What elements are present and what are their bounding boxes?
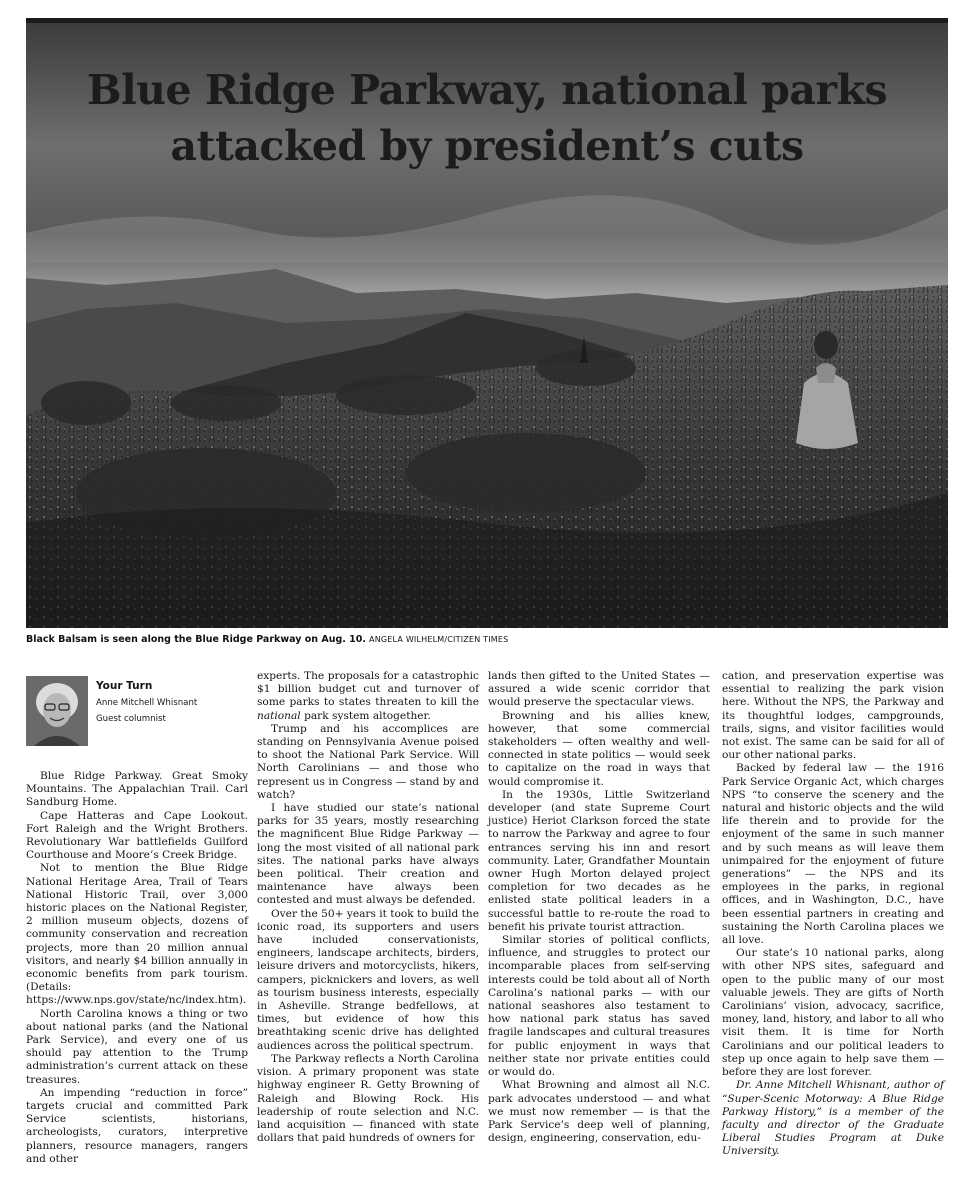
author-name: Anne Mitchell Whisnant bbox=[96, 698, 198, 708]
paragraph-continued: cation, and preservation expertise was essential to realizing the park vision here. Without the NPS, the Parkway and its thoughtful lodges, campgrounds, trails, signs, and visitor facilities would not exist. The same can be said for all of our other national parks. bbox=[722, 670, 944, 762]
author-photo bbox=[26, 676, 88, 746]
paragraph: North Carolina knows a thing or two about national parks (and the National Park Service), and every one of us should pay attention to the Trump administration’s current attack on these treasures. bbox=[26, 1007, 248, 1086]
paragraph: Not to mention the Blue Ridge National Heritage Area, Trail of Tears National Historic Trail, over 3,000 historic places on the National Register, 2 million museum objects, dozens of community conservation and recreation projects, more than 20 million annual visitors, and nearly $4 billion annually in economic benefits from park tourism. (Details: https://www.nps.gov/state/nc/index.htm). bbox=[26, 862, 248, 1007]
emphasis: national bbox=[257, 709, 301, 722]
caption-text: Black Balsam is seen along the Blue Ridge Parkway on Aug. 10. bbox=[26, 634, 367, 645]
paragraph: Browning and his allies knew, however, that some commercial stakeholders — often wealthy and well-connected in state politics — would seek to capitalize on the road in ways that would compromise it. bbox=[488, 709, 710, 788]
paragraph: An impending “reduction in force” targets crucial and committed Park Service scientists, historians, archeologists, curators, interpretive planners, resource managers, rangers and other bbox=[26, 1086, 248, 1165]
paragraph: Backed by federal law — the 1916 Park Service Organic Act, which charges NPS “to conserve the scenery and the natural and historic objects and the wild life therein and to provide for the enjoyment of the same in such manner and by such means as will leave them unimpaired for the enjoyment of future generations” — the NPS and its employees in the parks, in regional offices, and in Washington, D.C., have been essential partners in creating and sustaining the North Carolina places we all love. bbox=[722, 762, 944, 947]
article-column-4 bbox=[722, 670, 944, 1159]
paragraph: What Browning and almost all N.C. park advocates understood — and what we must now remember — is that the Park Service’s deep well of planning, design, engineering, conservation, edu- bbox=[488, 1079, 710, 1145]
paragraph-text: park system altogether. bbox=[300, 709, 431, 722]
column-label: Your Turn bbox=[96, 680, 153, 692]
photo-caption bbox=[26, 634, 948, 645]
paragraph: Over the 50+ years it took to build the iconic road, its supporters and users have included conservationists, engineers, landscape architects, birders, leisure drivers and motorcyclists, hikers, campers, picknickers and lovers, as well as tourism business interests, especially in Asheville. Strange bedfellows, at times, but evidence of how this breathtaking scenic drive has delighted audiences across the political spectrum. bbox=[257, 907, 479, 1052]
paragraph: I have studied our state’s national parks for 35 years, mostly researching the magnificent Blue Ridge Parkway — long the most visited of all national park sites. The national parks have always been political. Their creation and maintenance have always been contested and must always be defended. bbox=[257, 802, 479, 907]
paragraph: Our state’s 10 national parks, along with other NPS sites, safeguard and open to the public many of our most valuable jewels. They are gifts of North Carolinians’ vision, advocacy, sacrifice, money, land, history, and labor to all who visit them. It is time for North Carolinians and our political leaders to step up once again to help save them — before they are lost forever. bbox=[722, 947, 944, 1079]
photo-credit: ANGELA WILHELM/CITIZEN TIMES bbox=[369, 635, 509, 644]
article-column-1 bbox=[26, 770, 248, 1166]
paragraph-continued bbox=[257, 670, 479, 723]
headline: Blue Ridge Parkway, national parks attacked by president’s cuts bbox=[86, 66, 888, 170]
paragraph: Similar stories of political conflicts, influence, and struggles to protect our incomparable places from self-serving interests could be told about all of North Carolina’s national parks — with our national seashores also testament to how national park status has saved fragile landscapes and cultural treasures for public enjoyment in ways that neither state nor private entities could or would do. bbox=[488, 934, 710, 1079]
paragraph-text: experts. The proposals for a catastrophic $1 billion budget cut and turnover of some parks to states threaten to kill the bbox=[257, 670, 479, 709]
author-role: Guest columnist bbox=[96, 714, 166, 724]
paragraph: Trump and his accomplices are standing on Pennsylvania Avenue poised to shoot the National Park Service. Will North Carolinians — and those who represent us in Congress — stand by and watch? bbox=[257, 722, 479, 801]
byline bbox=[26, 676, 248, 748]
paragraph: Cape Hatteras and Cape Lookout. Fort Raleigh and the Wright Brothers. Revolutionary War battlefields Guilford Courthouse and Moore’s Creek Bridge. bbox=[26, 809, 248, 862]
article-column-3 bbox=[488, 670, 710, 1145]
paragraph: Blue Ridge Parkway. Great Smoky Mountains. The Appalachian Trail. Carl Sandburg Home. bbox=[26, 770, 248, 809]
paragraph-continued: lands then gifted to the United States — assured a wide scenic corridor that would preserve the spectacular views. bbox=[488, 670, 710, 709]
paragraph: In the 1930s, Little Switzerland developer (and state Supreme Court justice) Heriot Clarkson forced the state to narrow the Parkway and agree to four entrances serving his inn and resort community. Later, Grandfather Mountain owner Hugh Morton delayed project completion for two decades as he enlisted state political leaders in a successful battle to re-route the road to benefit his private tourist attraction. bbox=[488, 788, 710, 933]
paragraph: The Parkway reflects a North Carolina vision. A primary proponent was state highway engineer R. Getty Browning of Raleigh and Blowing Rock. His leadership of route selection and N.C. land acquisition — financed with state dollars that paid hundreds of owners for bbox=[257, 1052, 479, 1145]
author-bio: Dr. Anne Mitchell Whisnant, author of “Super-Scenic Motorway: A Blue Ridge Parkway History,” is a member of the faculty and director of the Graduate Liberal Studies Program at Duke University. bbox=[722, 1079, 944, 1158]
article-column-2 bbox=[257, 670, 479, 1145]
